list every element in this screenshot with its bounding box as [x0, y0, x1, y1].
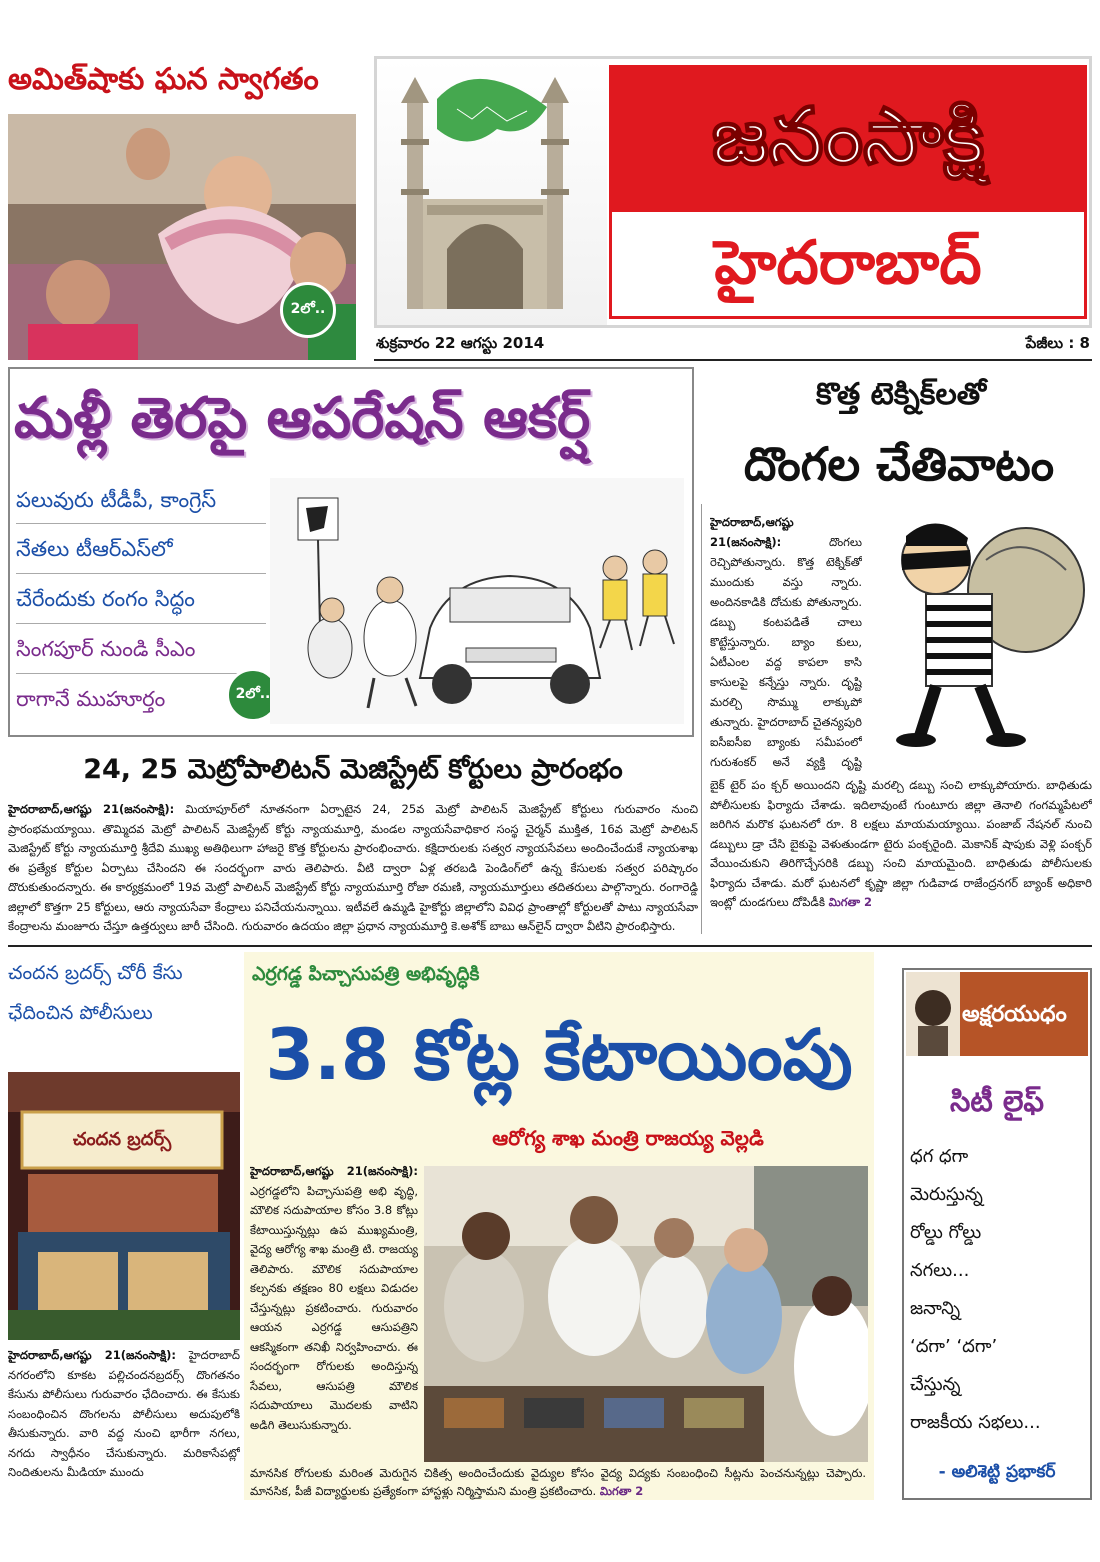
hospital-continued: మిగతా 2 — [599, 1484, 644, 1498]
chandana-headline-1: చందన బ్రదర్స్ చోరీ కేసు — [8, 962, 183, 984]
lead-subhead-3: చేరేందుకు రంగం సిద్ధం — [16, 574, 266, 624]
chandana-store-sign: చందన బ్రదర్స్ — [72, 1129, 172, 1150]
courts-headline: 24, 25 మెట్రోపాలిటన్ మెజిస్ట్రేట్ కోర్టులు ప్రారంభం — [83, 754, 623, 785]
hospital-dateline: హైదరాబాద్,ఆగష్టు 21(జనంసాక్షి): — [250, 1164, 418, 1178]
hospital-column-text: ఎర్రగడ్డలోని పిచ్చాసుపత్రి అభి వృద్ధి, మౌలిక సదుపాయాల కోసం 3.8 కోట్లు కేటాయిస్తున్నట్లు ఉప ముఖ్యమంత్రి, వైద్య ఆరోగ్య శాఖ మంత్రి టి. రాజయ్య తెలిపారు. మౌలిక సదుపాయాల కల్పనకు తక్షణం 80 లక్షలు విడుదల చేస్తున్నట్లు ప్రకటించారు. గురువారం ఆయన ఎర్రగడ్డ ఆసుపత్రిని ఆకస్మికంగా తనిఖీ నిర్వహించారు. ఈ సందర్భంగా రోగులకు అందిస్తున్న సేవలు, ఆసుపత్రి మౌలిక సదుపాయాలు మొదలకు వాటిని అడిగి తెలుసుకున్నారు. — [250, 1183, 418, 1432]
poem-line-7: చేస్తున్న — [910, 1374, 961, 1395]
poem-line-3: రోల్డు గోల్డు — [910, 1222, 982, 1243]
thieves-column — [710, 512, 862, 774]
hospital-photo — [424, 1166, 868, 1462]
hospital-wide-text — [250, 1464, 866, 1500]
courts-text: మియాపూర్‌లో నూతనంగా ఏర్పాటైన 24, 25వ మెట్రో పాలిటన్ మెజిస్ట్రేట్ కోర్టులు గురువారం నుంచి ప్రారంభమయ్యాయి. తొమ్మిదవ మెట్రో పాలిటన్ మెజిస్ట్రేట్ కోర్టు న్యాయమూర్తి, మండల న్యాయసేవాధికార సంస్థ చైర్మన్ ముక్తిత, 16వ మెట్రో పాలిటన్ మెజిస్ట్రేట్ కోర్టు న్యాయమూర్తి శ్రీదేవి ముఖ్య అతిథిలుగా హాజరై కొత్త కోర్టులను ప్రారంభించారు. కక్షిదారులకు సత్వర న్యాయసేవలు అందించేందుకే న్యాయశాఖ ఈ ప్రత్యేక కోర్టుల ఏర్పాటు చేసిందని ఈ సందర్భంగా వారు తెలిపారు. వీటి ద్వారా ఏళ్ల తరబడి పెండింగ్‌లో ఉన్న కేసులకు సత్వర పరిష్కారం దొరుకుతుందన్నారు. ఈ కార్యక్రమంలో 19వ మెట్రో పాలిటన్ మెజిస్ట్రేట్ కోర్టు న్యాయమూర్తి రోజా రమణి, న్యాయమూర్తులు తదితరులు పాల్గొన్నారు. రంగారెడ్డి జిల్లాలో కొత్తగా 25 కోర్టులు, ఆరు న్యాయసేవా కేంద్రాలు పనిచేయనున్నాయి. ఇటీవలే ఉమ్మడి హైకోర్టు జిల్లాలోని వివిధ ప్రాంతాల్లో కోర్టులతో పాటు న్యాయసేవా కేంద్రాలను మంజూరు చేస్తూ ఉత్తర్వులు జారీ చేసింది. గురువారం ఉదయం జిల్లా ప్రధాన న్యాయమూర్తి కె.అశోక్ బాబు ఆన్‌లైన్ ద్వారా వీటిని ప్రారంభిస్తారు. — [8, 802, 698, 933]
thieves-headline: దొంగల చేతివాటం — [743, 437, 1055, 491]
thieves-column-text: దొంగలు రెచ్చిపోతున్నారు. కొత్త టెక్నిక్‌తో ముందుకు వస్తు న్నారు. అందినకాడికి దోచుకు పోతున్నారు. డబ్బు కంటపడితే చాలు కొట్టేస్తున్నారు. బ్యాం కులు, ఏటీఎంల వద్ద కాపలా కాసి కాసులపై కన్నేస్తు న్నారు. దృష్టి మరల్చి సొమ్ము లాక్కుపో తున్నారు. హైదరాబాద్ చైతన్యపురి ఐసీఐసీఐ బ్యాంకు సమీపంలో గురుశంకర్ అనే వ్యక్తి దృష్టి — [710, 535, 862, 769]
amit-shah-page-badge: 2లో.. — [280, 282, 336, 338]
chandana-dateline: హైదరాబాద్,ఆగష్టు 21(జనంసాక్షి): — [8, 1348, 177, 1362]
courts-body — [8, 800, 698, 938]
chandana-text: హైదరాబాద్ నగరంలోని కూకట పల్లిచందనబ్రదర్స్ దొంగతనం కేసును పోలీసులు గురువారం ఛేదించారు. ఈ కేసుకు సంబంధించిన దొంగలను పోలీసులు అదుపులోకి తీసుకున్నారు. వారి వద్ద నుంచి భారీగా నగలు, నగదు స్వాధీనం చేసుకున్నారు. మరికాసేపట్లో నిందితులను మీడియా ముందు — [8, 1348, 240, 1479]
courts-dateline: హైదరాబాద్,ఆగష్టు 21(జనంసాక్షి): — [8, 802, 175, 816]
hospital-column — [250, 1162, 418, 1462]
column-banner-text: అక్షరయుధం — [962, 1002, 1067, 1027]
chandana-body — [8, 1346, 240, 1498]
thieves-wide-text — [710, 776, 1092, 934]
chandana-store-photo — [8, 1072, 240, 1340]
charminar-illustration — [377, 59, 607, 325]
column-title: సిటీ లైఫ్ — [949, 1084, 1045, 1118]
lead-headline: మళ్లీ తెరపై ఆపరేషన్ ఆకర్ష్ — [14, 386, 591, 451]
column-poem — [910, 1138, 1088, 1448]
masthead-edition: హైదరాబాద్ — [714, 228, 982, 298]
thief-illustration — [866, 500, 1094, 750]
hospital-subhead: ఆరోగ్య శాఖ మంత్రి రాజయ్య వెల్లడి — [492, 1126, 764, 1150]
masthead-title: జనంసాక్షి — [711, 92, 985, 182]
top-left-headline: అమిత్‌షాకు ఘన స్వాగతం — [8, 62, 319, 97]
poem-line-4: నగలు... — [910, 1260, 970, 1281]
thieves-kicker: కొత్త టెక్నిక్‌లతో — [815, 377, 987, 412]
lead-page-badge: 2లో.. — [226, 668, 280, 722]
masthead — [374, 56, 1092, 328]
thieves-continued: మిగతా 2 — [828, 895, 873, 909]
lead-subhead-4: సింగపూర్ నుండి సీఎం — [16, 624, 266, 674]
chandana-headline-2: ఛేదించిన పోలీసులు — [8, 1002, 153, 1024]
lead-subhead-5: రాగానే ముహూర్తం — [16, 687, 166, 711]
hospital-wide-text-body: మానసిక రోగులకు మరింత మెరుగైన చికిత్స అందించేందుకు వైద్యుల కోసం వైద్య విద్యకు సంబంధించి సీట్లను పెంచనున్నట్లు చెప్పారు. మానసిక, పీజీ విద్యార్థులకు ప్రత్యేకంగా హాస్టళ్లు నిర్మిస్తామని మంత్రి ప్రకటించారు. — [250, 1466, 866, 1498]
amit-shah-photo — [8, 114, 356, 360]
thieves-dateline: హైదరాబాద్,ఆగష్టు 21(జనంసాక్షి): — [710, 515, 794, 549]
masthead-date: శుక్రవారం 22 ఆగస్టు 2014 — [376, 334, 545, 352]
cartoon-illustration — [270, 478, 684, 724]
poem-line-8: రాజకీయ సభలు... — [910, 1412, 1041, 1433]
column-banner — [906, 972, 1088, 1056]
poem-line-2: మెరుస్తున్న — [910, 1184, 983, 1205]
poem-line-1: ధగ ధగా — [910, 1146, 969, 1167]
thieves-wide-text-body: బైక్ టైర్ పం క్చర్ అయిందని దృష్టి మరల్చి డబ్బు సంచి లాక్కుపోయారు. బాధితుడు పోలీసులకు ఫిర్యాదు చేశాడు. ఇదిలావుంటే గుంటూరు జిల్లా తెనాలి గంగమ్మపేటలో జరిగిన మరొక ఘటనలో రూ. 8 లక్షలు మాయమయ్యాయి. పంజాబ్ నేషనల్ నుంచి డబ్బులు డ్రా చేసి బైకుపై వెళుతుండగా టైరు పంక్చరైంది. మెకానిక్ షాపుకు వెళ్లి పంక్చర్ వేయించుకుని తిరిగొచ్చేసరికి డబ్బు సంచి మాయమైంది. బాధితుడు పోలీసులకు ఫిర్యాదు చేశాడు. మరో ఘటనలో కృష్ణా జిల్లా గుడివాడ రాజేంద్రనగర్ బ్యాంక్ అధికారి ఇంట్లో దుండగులు దోపిడీకి — [710, 778, 1092, 909]
poem-line-5: జనాన్ని — [910, 1298, 961, 1319]
lead-subhead-2: నేతలు టీఆర్ఎస్‌లో — [16, 524, 266, 574]
hospital-kicker: ఎర్రగడ్డ పిచ్చాసుపత్రి అభివృద్ధికి — [252, 963, 480, 985]
column-author: - అలిశెట్టి ప్రభాకర్ — [938, 1462, 1056, 1482]
masthead-pages: పేజీలు : 8 — [1025, 334, 1090, 352]
lead-subhead-1: పలువురు టీడీపీ, కాంగ్రెస్ — [16, 476, 266, 524]
poem-line-6: ‘దగా’ ‘దగా’ — [910, 1336, 998, 1357]
hospital-headline: 3.8 కోట్ల కేటాయింపు — [265, 1014, 853, 1096]
